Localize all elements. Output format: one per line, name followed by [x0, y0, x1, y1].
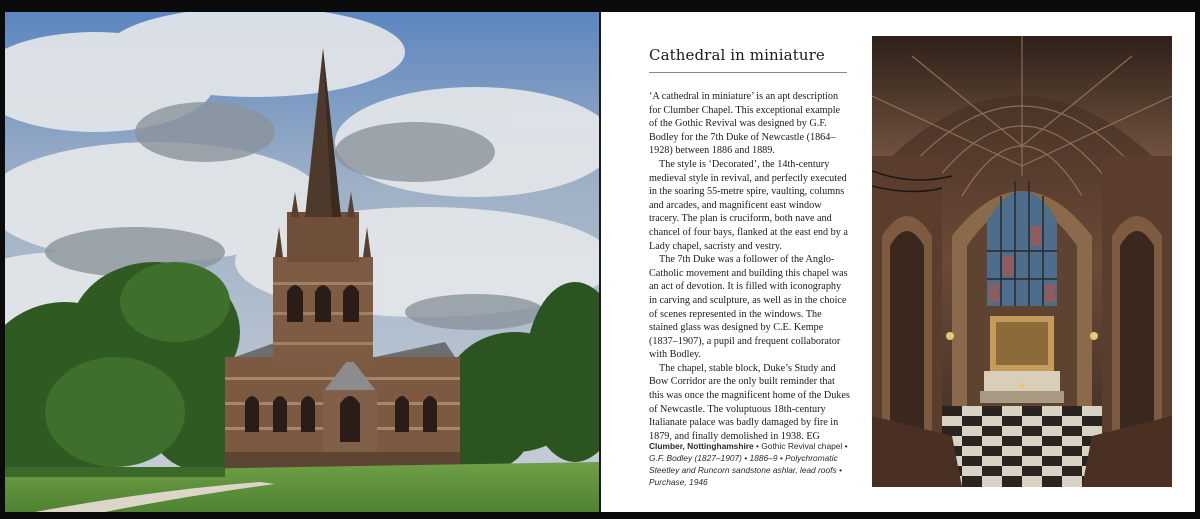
caption-type: Gothic Revival chapel — [761, 441, 843, 451]
chapel-interior-photo — [872, 36, 1172, 487]
chapel-exterior-photo — [5, 12, 599, 512]
caption-separator: • — [753, 441, 762, 451]
paragraph-2: The style is ‘Decorated’, the 14th-century medieval style in revival, and perfectly executed in the soaring 55-metre spire, vaulting, columns and arcades, and magnificent east window tracery. The plan is cruciform, both nave and chancel of four bays, flanked at the east end by a Lady chapel, sacristy and vestry. — [649, 158, 848, 252]
chapel-interior-illustration — [872, 36, 1172, 487]
text-page — [601, 12, 1195, 512]
heading-rule — [649, 72, 847, 73]
chapel-exterior-illustration — [5, 12, 599, 512]
caption-title: Clumber, Nottinghamshire — [649, 441, 754, 451]
photo-caption — [649, 440, 851, 488]
paragraph-4: The chapel, stable block, Duke’s Study and Bow Corridor are the only built reminder that this was once the magnificent home of the Dukes of Newcastle. The voluptuous 18th-century Italianate palace was badly damaged by fire in 1879, and finally demolished in 1938. EG — [649, 362, 850, 442]
paragraph-1: ‘A cathedral in miniature’ is an apt description for Clumber Chapel. This exceptional example of the Gothic Revival was designed by G.F. Bodley for the 7th Duke of Newcastle (1864–1928) between 1886 and 1889. — [649, 91, 841, 157]
caption-separator-2: • — [842, 441, 848, 451]
caption-details: G.F. Bodley (1827–1907) • 1886–9 • Polychromatic Steetley and Runcorn sandstone ashlar, lead roofs • Purchase, 1946 — [649, 453, 842, 487]
body-text — [649, 90, 851, 443]
paragraph-3: The 7th Duke was a follower of the Anglo-Catholic movement and building this chapel was an act of devotion. It is filled with iconography in carving and sculpture, as well as in the choice of scenes represented in the windows. The stained glass was designed by C.E. Kempe (1837–1907), a pupil and frequent collaborator with Bodley. — [649, 254, 848, 361]
section-heading: Cathedral in miniature — [649, 46, 825, 64]
